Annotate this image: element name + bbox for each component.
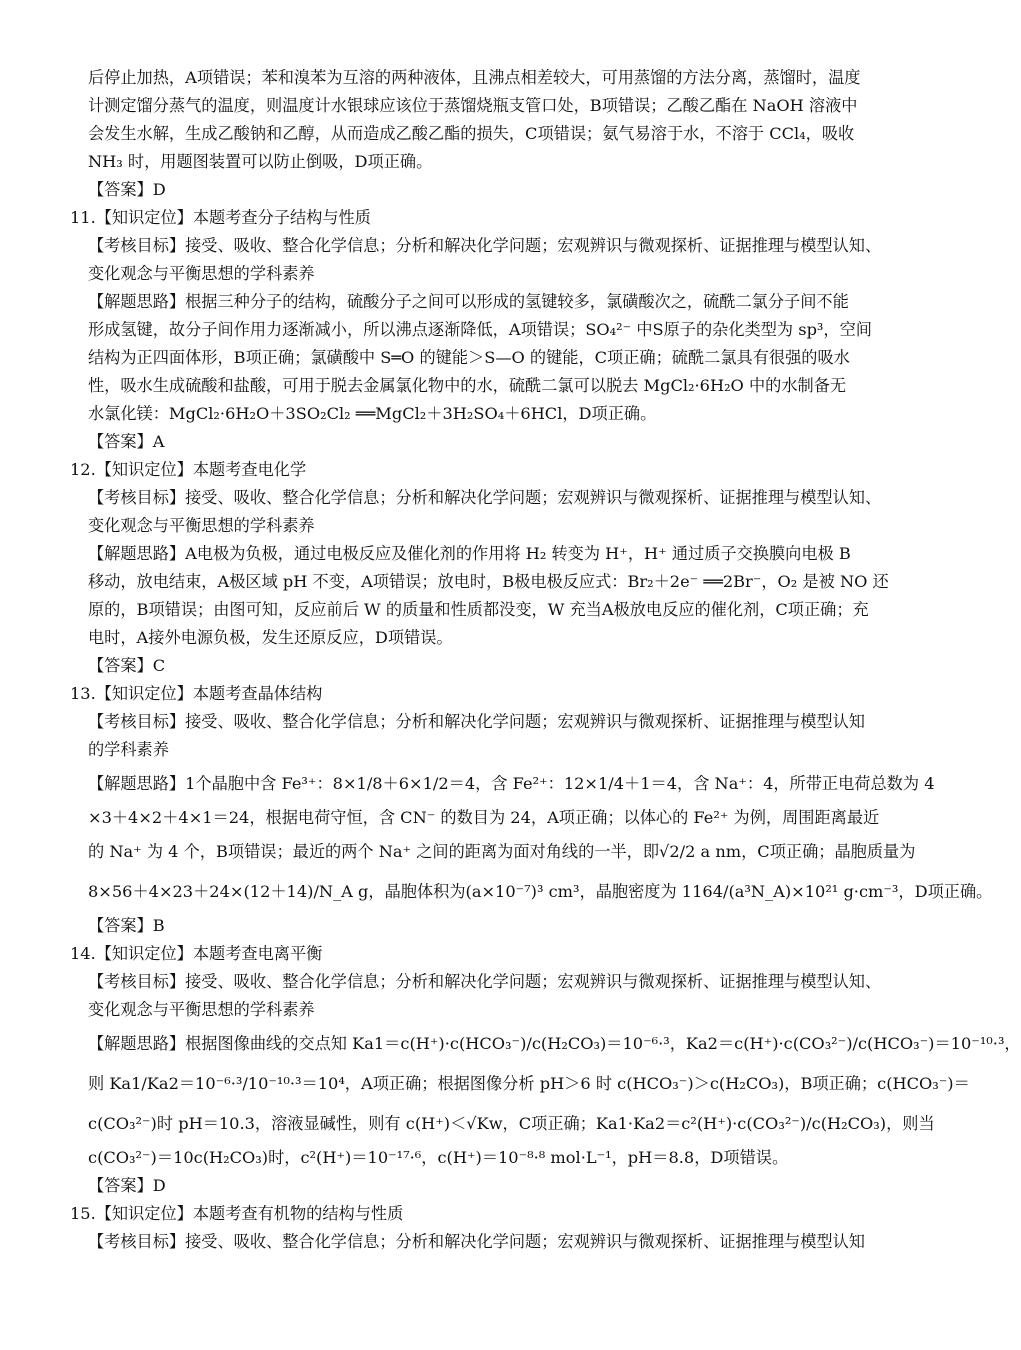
question-12-heading: 12.【知识定位】本题考查电化学	[70, 460, 307, 479]
text-line: 水氯化镁：MgCl₂·6H₂O＋3SO₂Cl₂ ══MgCl₂＋3H₂SO₄＋6HCl，D项正确。	[88, 404, 657, 423]
answer-explanation-page	[70, 64, 1021, 1256]
text-line: 移动，放电结束，A极区域 pH 不变，A项错误；放电时，B极电极反应式：Br₂＋2e⁻ ══2Br⁻，O₂ 是被 NO 还	[88, 572, 889, 591]
text-line: 的学科素养	[88, 740, 169, 759]
formula-line: 则 Ka1/Ka2＝10⁻⁶·³/10⁻¹⁰·³＝10⁴，A项正确；根据图像分析 pH＞6 时 c(HCO₃⁻)＞c(H₂CO₃)，B项正确；c(HCO₃⁻)＝	[88, 1074, 970, 1093]
answer-line: 【答案】A	[88, 432, 165, 451]
text-line: 【解题思路】根据三种分子的结构，硫酸分子之间可以形成的氢键较多，氯磺酸次之，硫酰二氯分子间不能	[88, 292, 849, 311]
text-line: 计测定馏分蒸气的温度，则温度计水银球应该位于蒸馏烧瓶支管口处，B项错误；乙酸乙酯在 NaOH 溶液中	[88, 96, 858, 115]
answer-line: 【答案】D	[88, 1176, 166, 1195]
text-line: NH₃ 时，用题图装置可以防止倒吸，D项正确。	[88, 152, 433, 171]
text-line: ×3＋4×2＋4×1＝24，根据电荷守恒，含 CN⁻ 的数目为 24，A项正确；以体心的 Fe²⁺ 为例，周围距离最近	[88, 808, 880, 827]
formula-line: 【解题思路】1个晶胞中含 Fe³⁺：8×1/8＋6×1/2＝4，含 Fe²⁺：12×1/4＋1＝4，含 Na⁺：4，所带正电荷总数为 4	[88, 774, 935, 793]
text-line: 会发生水解，生成乙酸钠和乙醇，从而造成乙酸乙酯的损失，C项错误；氨气易溶于水，不溶于 CCl₄，吸收	[88, 124, 855, 143]
text-line: 【考核目标】接受、吸收、整合化学信息；分析和解决化学问题；宏观辨识与微观探析、证据推理与模型认知	[88, 712, 865, 731]
text-line: 【解题思路】A电极为负极，通过电极反应及催化剂的作用将 H₂ 转变为 H⁺，H⁺ 通过质子交换膜向电极 B	[88, 544, 851, 563]
text-line: 变化观念与平衡思想的学科素养	[88, 1000, 315, 1019]
text-line: 【考核目标】接受、吸收、整合化学信息；分析和解决化学问题；宏观辨识与微观探析、证据推理与模型认知、	[88, 972, 882, 991]
text-line: 【考核目标】接受、吸收、整合化学信息；分析和解决化学问题；宏观辨识与微观探析、证据推理与模型认知、	[88, 236, 882, 255]
text-line: 后停止加热，A项错误；苯和溴苯为互溶的两种液体，且沸点相差较大，可用蒸馏的方法分离，蒸馏时，温度	[88, 68, 861, 87]
question-14-heading: 14.【知识定位】本题考查电离平衡	[70, 944, 323, 963]
question-13-heading: 13.【知识定位】本题考查晶体结构	[70, 684, 323, 703]
formula-line: 8×56＋4×23＋24×(12＋14)/N_A g，晶胞体积为(a×10⁻⁷)³ cm³，晶胞密度为 1164/(a³N_A)×10²¹ g·cm⁻³，D项正确。	[88, 882, 993, 901]
text-line: 结构为正四面体形，B项正确；氯磺酸中 S═O 的键能＞S—O 的键能，C项正确；硫酰二氯具有很强的吸水	[88, 348, 850, 367]
text-line: 【考核目标】接受、吸收、整合化学信息；分析和解决化学问题；宏观辨识与微观探析、证据推理与模型认知、	[88, 488, 882, 507]
question-11-heading: 11.【知识定位】本题考查分子结构与性质	[70, 208, 371, 227]
formula-line: 的 Na⁺ 为 4 个，B项错误；最近的两个 Na⁺ 之间的距离为面对角线的一半，即√2/2 a nm，C项正确；晶胞质量为	[88, 842, 916, 861]
text-line: 变化观念与平衡思想的学科素养	[88, 516, 315, 535]
text-line: 电时，A接外电源负极，发生还原反应，D项错误。	[88, 628, 453, 647]
answer-line: 【答案】B	[88, 916, 165, 935]
question-15-heading: 15.【知识定位】本题考查有机物的结构与性质	[70, 1204, 404, 1223]
formula-line: 【解题思路】根据图像曲线的交点知 Ka1＝c(H⁺)·c(HCO₃⁻)/c(H₂CO₃)＝10⁻⁶·³，Ka2＝c(H⁺)·c(CO₃²⁻)/c(HCO₃⁻)＝10⁻¹⁰·³，	[88, 1034, 1021, 1053]
text-line: c(CO₃²⁻)＝10c(H₂CO₃)时，c²(H⁺)＝10⁻¹⁷·⁶，c(H⁺)＝10⁻⁸·⁸ mol·L⁻¹，pH＝8.8，D项错误。	[88, 1148, 789, 1167]
answer-line: 【答案】D	[88, 180, 166, 199]
text-line: 性，吸水生成硫酸和盐酸，可用于脱去金属氯化物中的水，硫酰二氯可以脱去 MgCl₂·6H₂O 中的水制备无	[88, 376, 847, 395]
text-line: 变化观念与平衡思想的学科素养	[88, 264, 315, 283]
answer-line: 【答案】C	[88, 656, 166, 675]
text-line: 【考核目标】接受、吸收、整合化学信息；分析和解决化学问题；宏观辨识与微观探析、证据推理与模型认知	[88, 1232, 865, 1251]
text-line: 形成氢键，故分子间作用力逐渐减小，所以沸点逐渐降低，A项错误；SO₄²⁻ 中S原子的杂化类型为 sp³，空间	[88, 320, 872, 339]
text-line: 原的，B项错误；由图可知，反应前后 W 的质量和性质都没变，W 充当A极放电反应的催化剂，C项正确；充	[88, 600, 869, 619]
formula-line: c(CO₃²⁻)时 pH＝10.3，溶液显碱性，则有 c(H⁺)＜√Kw，C项正确；Ka1·Ka2＝c²(H⁺)·c(CO₃²⁻)/c(H₂CO₃)，则当	[88, 1114, 935, 1133]
